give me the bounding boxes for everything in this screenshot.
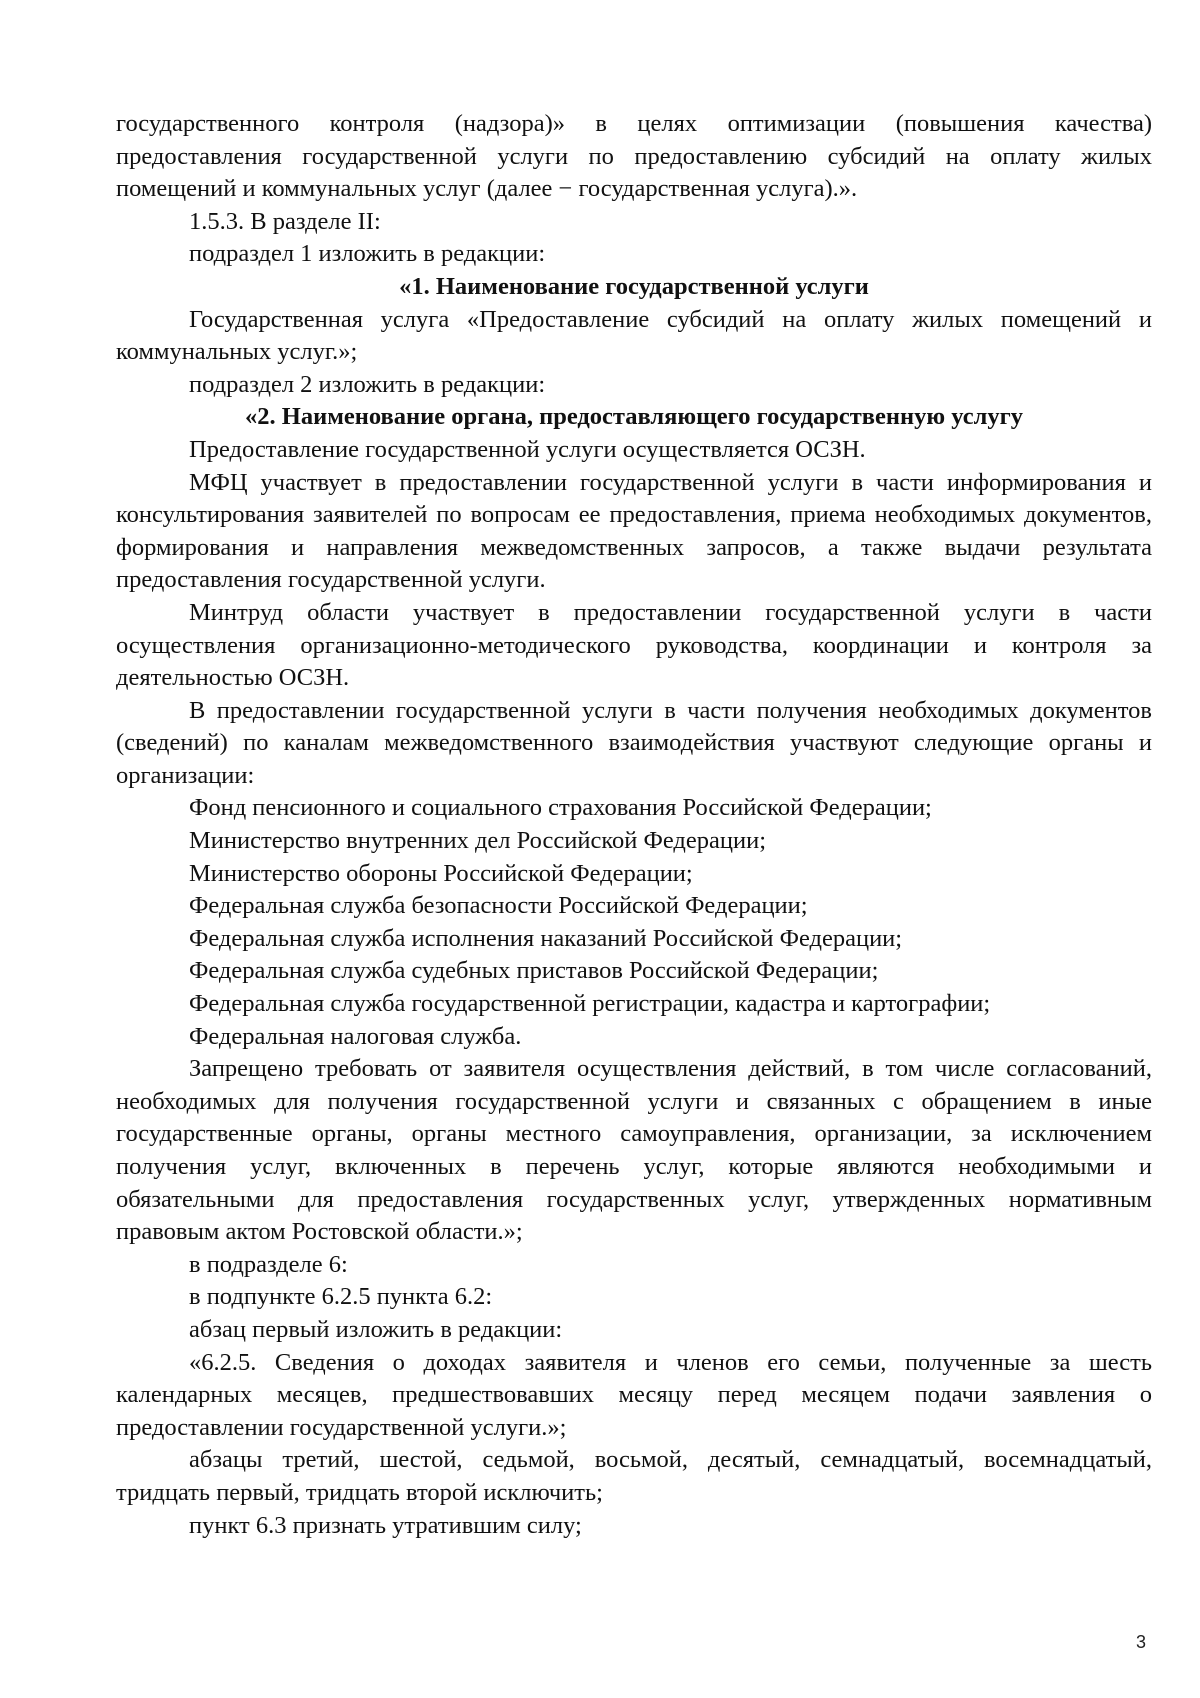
paragraph-item-6-3: пункт 6.3 признать утратившим силу; xyxy=(189,1511,582,1539)
paragraph-intro-continuation: государственного контроля (надзора)» в целях оптимизации (повышения качества) предоставления государственной услуги по предоставлению субсидий на оплату жилых помещений и коммунальных услуг (далее − государственная услуга).». xyxy=(116,110,1152,203)
paragraph-6-2-5-text: «6.2.5. Сведения о доходах заявителя и членов его семьи, полученные за шесть календарных месяцев, предшествовавших месяцу перед месяцем подачи заявления о предоставлении государственной услуги.»; xyxy=(116,1348,1152,1441)
paragraph-oszn: Предоставление государственной услуги осуществляется ОСЗН. xyxy=(189,435,866,463)
page-number: 3 xyxy=(1136,1632,1147,1652)
document-page xyxy=(116,108,1152,1542)
paragraph-prohibition: Запрещено требовать от заявителя осуществления действий, в том числе согласований, необходимых для получения государственной услуги и связанных с обращением в иные государственные органы, органы местного самоуправления, организации, за исключением получения услуг, включенных в перечень услуг, которые являются необходимыми и обязательными для предоставления государственных услуг, утвержденных нормативным правовым актом Ростовской области.»; xyxy=(116,1055,1152,1246)
paragraph-abzats-exclusion: абзацы третий, шестой, седьмой, восьмой, десятый, семнадцатый, восемнадцатый, тридцать первый, тридцать второй исключить; xyxy=(116,1446,1152,1506)
heading-service-name: «1. Наименование государственной услуги xyxy=(399,272,869,300)
paragraph-subsection-1-instruction: подраздел 1 изложить в редакции: xyxy=(189,240,546,268)
paragraph-subitem-6-2-5: в подпункте 6.2.5 пункта 6.2: xyxy=(189,1283,493,1311)
agency-list-item: Федеральная служба исполнения наказаний Российской Федерации; xyxy=(189,924,903,952)
paragraph-interagency: В предоставлении государственной услуги в части получения необходимых документов (сведений) по каналам межведомственного взаимодействия участвуют следующие органы и организации: xyxy=(116,696,1152,789)
agency-list-item: Федеральная служба государственной регистрации, кадастра и картографии; xyxy=(189,990,991,1018)
paragraph-subsection-2-instruction: подраздел 2 изложить в редакции: xyxy=(189,370,546,398)
paragraph-service-name: Государственная услуга «Предоставление субсидий на оплату жилых помещений и коммунальных услуг.»; xyxy=(116,305,1152,366)
agency-list-item: Федеральная служба судебных приставов Российской Федерации; xyxy=(189,957,879,985)
agency-list-item: Министерство обороны Российской Федерации; xyxy=(189,859,693,887)
agency-list-item: Министерство внутренних дел Российской Федерации; xyxy=(189,827,767,855)
paragraph-subsection-6: в подразделе 6: xyxy=(189,1250,348,1278)
agency-list-item: Фонд пенсионного и социального страхования Российской Федерации; xyxy=(189,794,932,822)
heading-authority-name: «2. Наименование органа, предоставляющего государственную услугу xyxy=(245,403,1023,431)
paragraph-mintrud: Минтруд области участвует в предоставлении государственной услуги в части осуществления организационно-методического руководства, координации и контроля за деятельностью ОСЗН. xyxy=(116,598,1152,692)
agency-list-item: Федеральная налоговая служба. xyxy=(189,1022,522,1050)
paragraph-mfc: МФЦ участвует в предоставлении государственной услуги в части информирования и консультирования заявителей по вопросам ее предоставления, приема необходимых документов, формирования и направления межведомственных запросов, а также выдачи результата предоставления государственной услуги. xyxy=(116,468,1152,594)
agency-list-item: Федеральная служба безопасности Российской Федерации; xyxy=(189,892,808,920)
paragraph-section-1-5-3: 1.5.3. В разделе II: xyxy=(189,207,381,235)
paragraph-first-abzats: абзац первый изложить в редакции: xyxy=(189,1315,563,1343)
